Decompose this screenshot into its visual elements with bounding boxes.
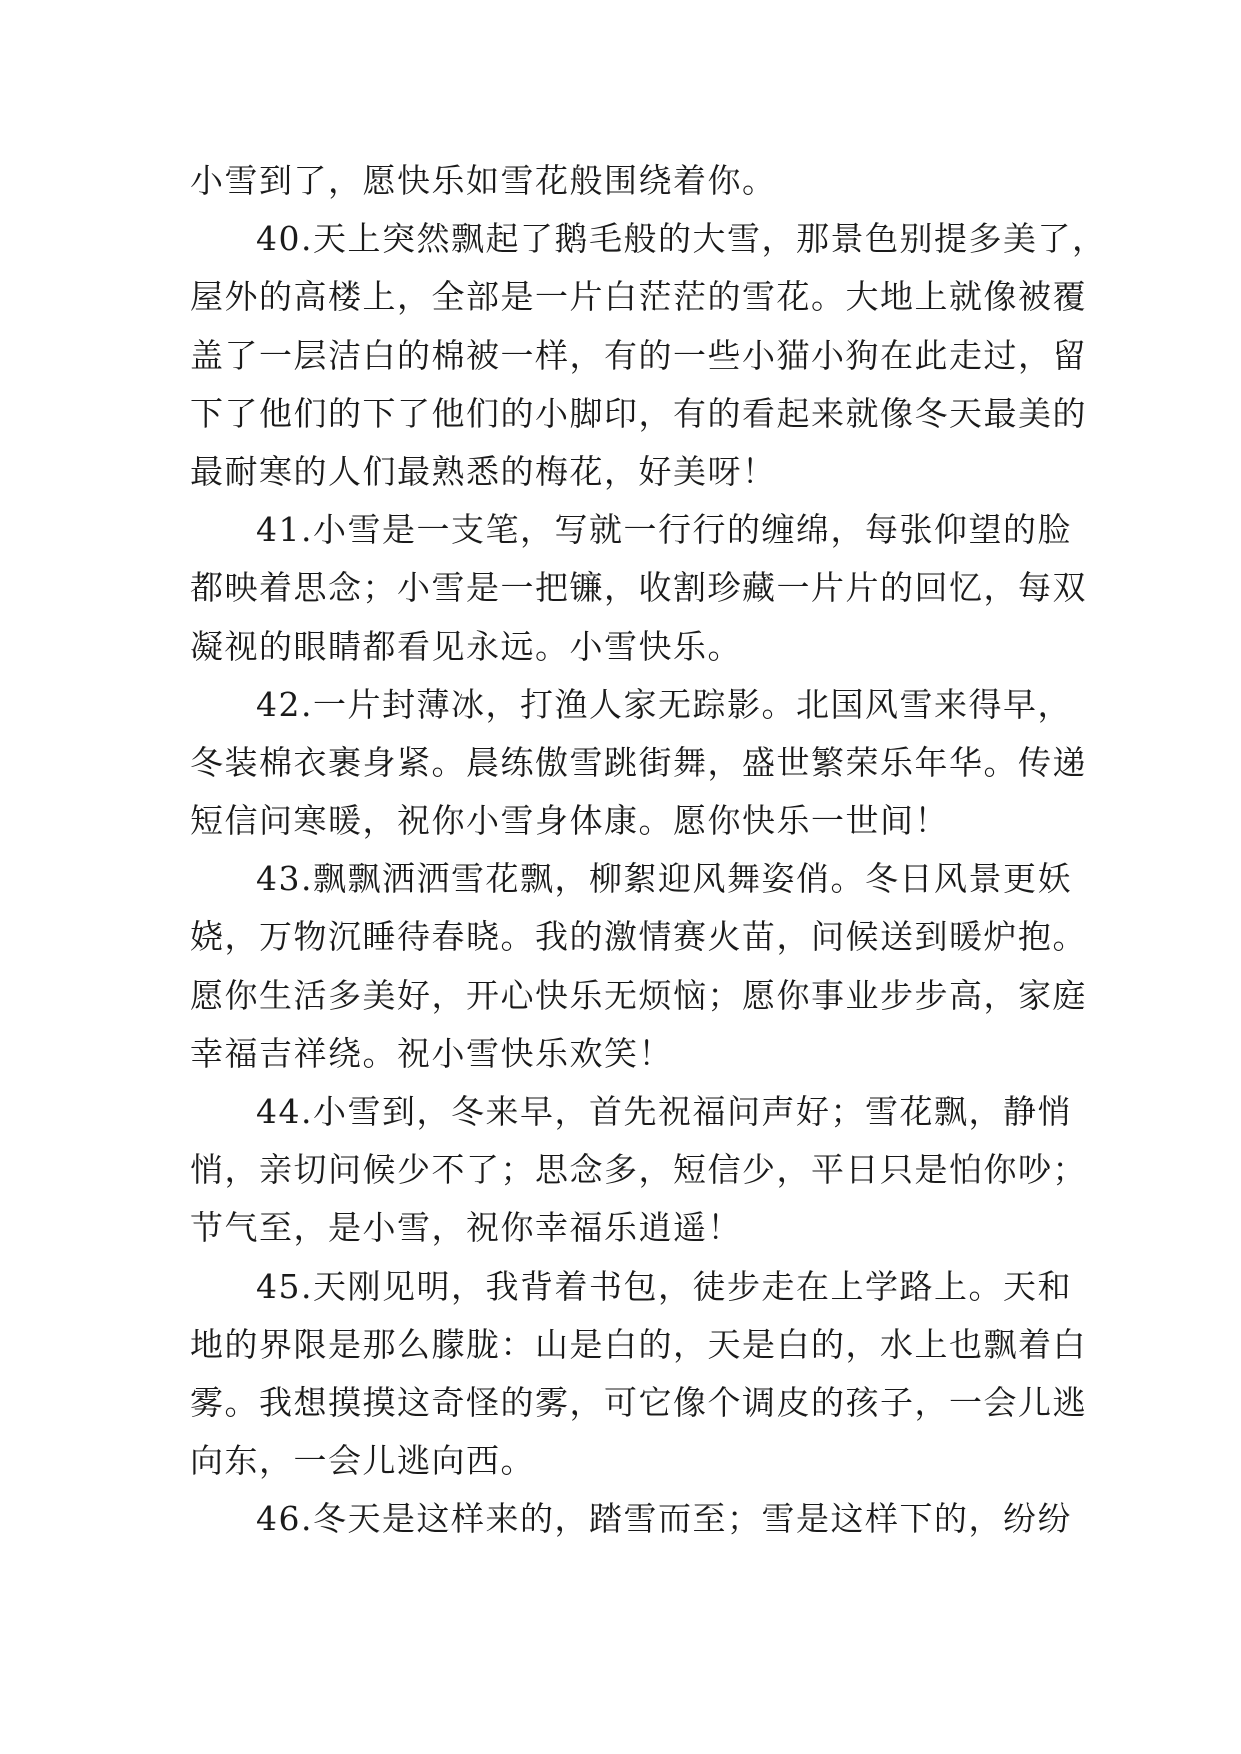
text-line: 最耐寒的人们最熟悉的梅花，好美呀！ [190,451,777,491]
text-line: 悄，亲切问候少不了；思念多，短信少，平日只是怕你吵； [190,1150,1087,1190]
text-line: 46.冬天是这样来的，踏雪而至；雪是这样下的，纷纷 [256,1499,1072,1539]
text-line: 娆，万物沉睡待春晓。我的激情赛火苗，问候送到暖炉抱。 [190,917,1087,957]
text-line: 盖了一层洁白的棉被一样，有的一些小猫小狗在此走过，留 [190,335,1087,375]
text-line: 下了他们的下了他们的小脚印，有的看起来就像冬天最美的 [190,393,1087,433]
text-line: 凝视的眼睛都看见永远。小雪快乐。 [190,626,742,666]
text-line: 40.天上突然飘起了鹅毛般的大雪，那景色别提多美了， [256,219,1107,259]
text-line: 都映着思念；小雪是一把镰，收割珍藏一片片的回忆，每双 [190,568,1087,608]
text-line: 短信问寒暖，祝你小雪身体康。愿你快乐一世间！ [190,801,949,841]
text-line: 冬装棉衣裹身紧。晨练傲雪跳街舞，盛世繁荣乐年华。传递 [190,742,1087,782]
text-line: 地的界限是那么朦胧：山是白的，天是白的，水上也飘着白 [190,1324,1087,1364]
text-line: 愿你生活多美好，开心快乐无烦恼；愿你事业步步高，家庭 [190,975,1087,1015]
text-line: 幸福吉祥绕。祝小雪快乐欢笑！ [190,1033,673,1073]
text-line: 42.一片封薄冰，打渔人家无踪影。北国风雪来得早， [256,684,1072,724]
text-line: 43.飘飘洒洒雪花飘，柳絮迎风舞姿俏。冬日风景更妖 [256,859,1072,899]
text-line: 44.小雪到，冬来早，首先祝福问声好；雪花飘，静悄 [256,1092,1072,1131]
text-line: 41.小雪是一支笔，写就一行行的缠绵，每张仰望的脸 [256,510,1072,550]
document-body [190,152,1107,1549]
text-line: 向东，一会儿逃向西。 [190,1441,535,1481]
text-line: 节气至，是小雪，祝你幸福乐逍遥！ [190,1208,742,1248]
text-line: 屋外的高楼上，全部是一片白茫茫的雪花。大地上就像被覆 [190,277,1087,317]
text-line: 小雪到了，愿快乐如雪花般围绕着你。 [190,161,777,200]
text-line: 45.天刚见明，我背着书包，徒步走在上学路上。天和 [256,1266,1072,1306]
text-line: 雾。我想摸摸这奇怪的雾，可它像个调皮的孩子，一会儿逃 [190,1382,1087,1422]
